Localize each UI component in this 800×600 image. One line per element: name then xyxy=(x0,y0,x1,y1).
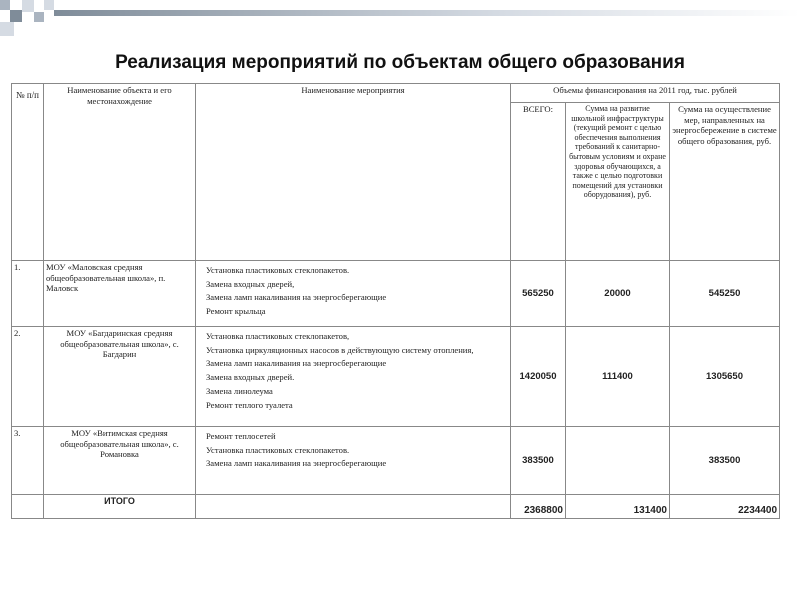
row-num: 3. xyxy=(12,427,44,495)
row-num: 1. xyxy=(12,261,44,327)
row-infra xyxy=(566,427,670,495)
table-header-row-1 xyxy=(12,84,780,103)
activity-item: Замена линолеума xyxy=(206,385,273,396)
row-object: МОУ «Витимская средняя общеобразовательная школа», с. Романовка xyxy=(44,427,196,495)
activity-item: Установка циркуляционных насосов в действующую систему отопления, xyxy=(206,344,474,355)
row-infra: 20000 xyxy=(566,261,670,327)
table-row xyxy=(12,327,780,427)
activity-item: Ремонт теплого туалета xyxy=(206,399,293,410)
header-funding: Объемы финансирования на 2011 год, тыс. рублей xyxy=(511,84,780,103)
slide-title: Реализация мероприятий по объектам общего образования xyxy=(115,52,685,73)
financing-table xyxy=(11,83,780,519)
activity-item: Установка пластиковых стеклопакетов, xyxy=(206,331,350,341)
header-object: Наименование объекта и его местонахождение xyxy=(44,84,196,261)
totals-total: 2368800 xyxy=(511,495,566,519)
row-total: 383500 xyxy=(511,427,566,495)
totals-infra: 131400 xyxy=(566,495,670,519)
row-activities xyxy=(196,261,511,327)
activity-item: Замена ламп накаливания на энергосберегающие xyxy=(206,458,387,469)
table-row xyxy=(12,261,780,327)
header-total: ВСЕГО: xyxy=(511,103,566,261)
row-energy: 545250 xyxy=(670,261,780,327)
activity-item: Замена входных дверей, xyxy=(206,278,295,289)
activity-item: Ремонт крыльца xyxy=(206,306,266,317)
activity-item: Установка пластиковых стеклопакетов. xyxy=(206,444,350,455)
activity-item: Замена ламп накаливания на энергосберегающие xyxy=(206,358,387,369)
header-num: № п/п xyxy=(12,84,44,261)
row-activities xyxy=(196,427,511,495)
row-total: 1420050 xyxy=(511,327,566,427)
activity-item: Замена входных дверей. xyxy=(206,372,295,383)
header-infra: Сумма на развитие школьной инфраструктуры (текущий ремонт с целью обеспечения выполнения требований к санитарно-бытовым условиям и охране здоровья обучающихся, а также с целью подготовки помещений для установки оборудования), руб. xyxy=(566,103,670,261)
totals-row xyxy=(12,495,780,519)
totals-label: ИТОГО xyxy=(44,495,196,519)
totals-energy: 2234400 xyxy=(670,495,780,519)
row-infra: 111400 xyxy=(566,327,670,427)
decorative-header-squares xyxy=(0,0,800,45)
row-object: МОУ «Маловская средняя общеобразовательная школа», п. Маловск xyxy=(44,261,196,327)
activity-item: Установка пластиковых стеклопакетов. xyxy=(206,265,350,275)
activity-item: Ремонт теплосетей xyxy=(206,431,276,441)
row-num: 2. xyxy=(12,327,44,427)
row-total: 565250 xyxy=(511,261,566,327)
header-energy: Сумма на осуществление мер, направленных на энергосбережение в системе общего образования, руб. xyxy=(670,103,780,261)
header-activity: Наименование мероприятия xyxy=(196,84,511,261)
row-energy: 1305650 xyxy=(670,327,780,427)
row-activities xyxy=(196,327,511,427)
table-row xyxy=(12,427,780,495)
activity-item: Замена ламп накаливания на энергосберегающие xyxy=(206,292,387,303)
row-energy: 383500 xyxy=(670,427,780,495)
row-object: МОУ «Багдаринская средняя общеобразовательная школа», с. Багдарин xyxy=(44,327,196,427)
